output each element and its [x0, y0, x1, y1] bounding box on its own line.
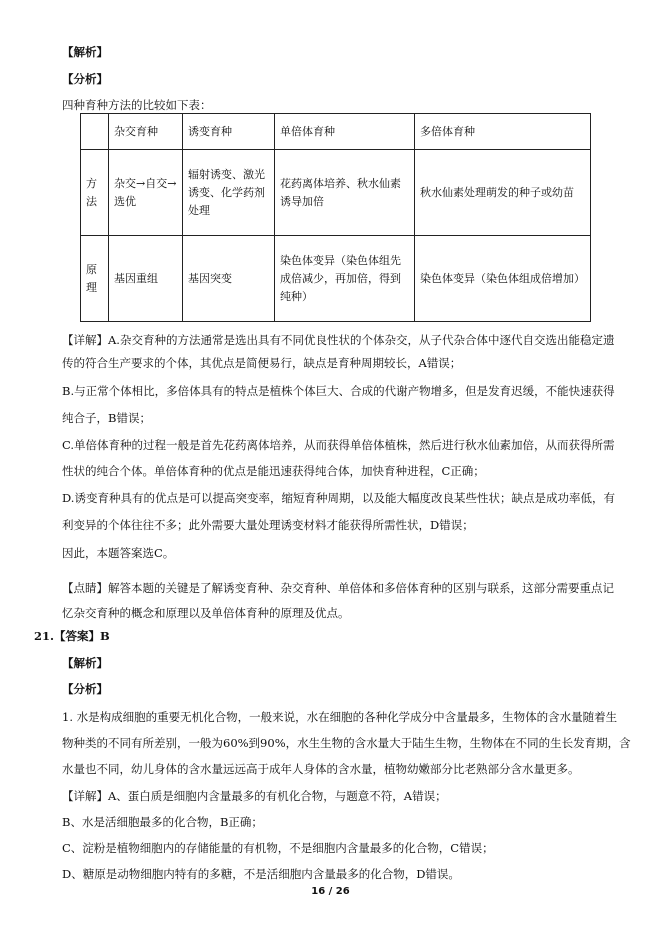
- table-cell: 杂交→自交→选优: [109, 150, 183, 236]
- pointing-line: 【点睛】解答本题的关键是了解诱变育种、杂交育种、单倍体和多倍体育种的区别与联系，这部分需要重点记: [62, 581, 614, 595]
- analysis-heading: 【解析】: [62, 45, 108, 59]
- detail-line: 纯合子，B错误；: [62, 411, 151, 425]
- header-cell: 多倍体育种: [415, 114, 591, 150]
- q21-detail-line: 【详解】A、蛋白质是细胞内含量最多的有机化合物，与题意不符，A错误；: [62, 789, 447, 803]
- table-cell: 花药离体培养、秋水仙素诱导加倍: [275, 150, 415, 236]
- q21-detail-line: C、淀粉是植物细胞内的存储能量的有机物，不是细胞内含量最多的化合物，C错误；: [62, 841, 494, 855]
- pointing-line: 忆杂交育种的概念和原理以及单倍体育种的原理及优点。: [62, 606, 350, 620]
- detail-line: C.单倍体育种的过程一般是首先花药离体培养，从而获得单倍体植株，然后进行秋水仙素加倍，从而获得所需: [62, 438, 615, 452]
- header-cell: [81, 114, 109, 150]
- detail-line: D.诱变育种具有的优点是可以提高突变率，缩短育种周期，以及能大幅度改良某些性状；缺点是成功率低，有: [62, 491, 615, 505]
- table-cell: 染色体变异（染色体组先成倍减少，再加倍，得到纯种）: [275, 236, 415, 322]
- table-cell: 染色体变异（染色体组成倍增加）: [415, 236, 591, 322]
- row-label-cell: 原理: [81, 236, 109, 322]
- q21-analysis-line: 1. 水是构成细胞的重要无机化合物，一般来说，水在细胞的各种化学成分中含量最多，生物体的含水量随着生: [62, 710, 618, 724]
- detail-line: 因此，本题答案选C。: [62, 546, 175, 560]
- detail-line: 传的符合生产要求的个体，其优点是简便易行，缺点是育种周期较长，A错误；: [62, 356, 462, 370]
- detail-line: 性状的纯合个体。单倍体育种的优点是能迅速获得纯合体，加快育种进程，C正确；: [62, 464, 485, 478]
- breeding-comparison-table: [80, 113, 591, 322]
- q21-detail-line: B、水是活细胞最多的化合物，B正确；: [62, 815, 263, 829]
- table-cell: 基因突变: [183, 236, 275, 322]
- detail-line: 【详解】A.杂交育种的方法通常是选出具有不同优良性状的个体杂交，从子代杂合体中逐代自交选出能稳定遗: [62, 333, 615, 347]
- table-cell: 基因重组: [109, 236, 183, 322]
- table-cell: 秋水仙素处理萌发的种子或幼苗: [415, 150, 591, 236]
- table-row-method: [81, 150, 591, 236]
- header-cell: 单倍体育种: [275, 114, 415, 150]
- q21-analysis-line: 物种类的不同有所差别，一般为60%到90%，水生生物的含水量大于陆生生物，生物体在不同的生长发育期，含: [62, 736, 631, 750]
- table-cell: 辐射诱变、激光诱变、化学药剂处理: [183, 150, 275, 236]
- q21-analysis-line: 水量也不同，幼儿身体的含水量远远高于成年人身体的含水量，植物幼嫩部分比老熟部分含水量更多。: [62, 762, 580, 776]
- detail-line: 利变异的个体往往不多；此外需要大量处理诱变材料才能获得所需性状，D错误；: [62, 518, 474, 532]
- table-row-principle: [81, 236, 591, 322]
- table-header-row: [81, 114, 591, 150]
- q21-analysis-subheading: 【分析】: [62, 682, 108, 696]
- q21-answer: 21.【答案】B: [34, 629, 110, 643]
- q21-detail-line: D、糖原是动物细胞内特有的多糖，不是活细胞内含量最多的化合物，D错误。: [62, 867, 460, 881]
- row-label-cell: 方法: [81, 150, 109, 236]
- header-cell: 杂交育种: [109, 114, 183, 150]
- detail-line: B.与正常个体相比，多倍体具有的特点是植株个体巨大、合成的代谢产物增多，但是发育迟缓，不能快速获得: [62, 384, 615, 398]
- page-number: 16 / 26: [311, 886, 350, 897]
- analysis-subheading: 【分析】: [62, 72, 108, 86]
- header-cell: 诱变育种: [183, 114, 275, 150]
- q21-analysis-heading: 【解析】: [62, 656, 108, 670]
- table-intro: 四种育种方法的比较如下表：: [62, 98, 212, 112]
